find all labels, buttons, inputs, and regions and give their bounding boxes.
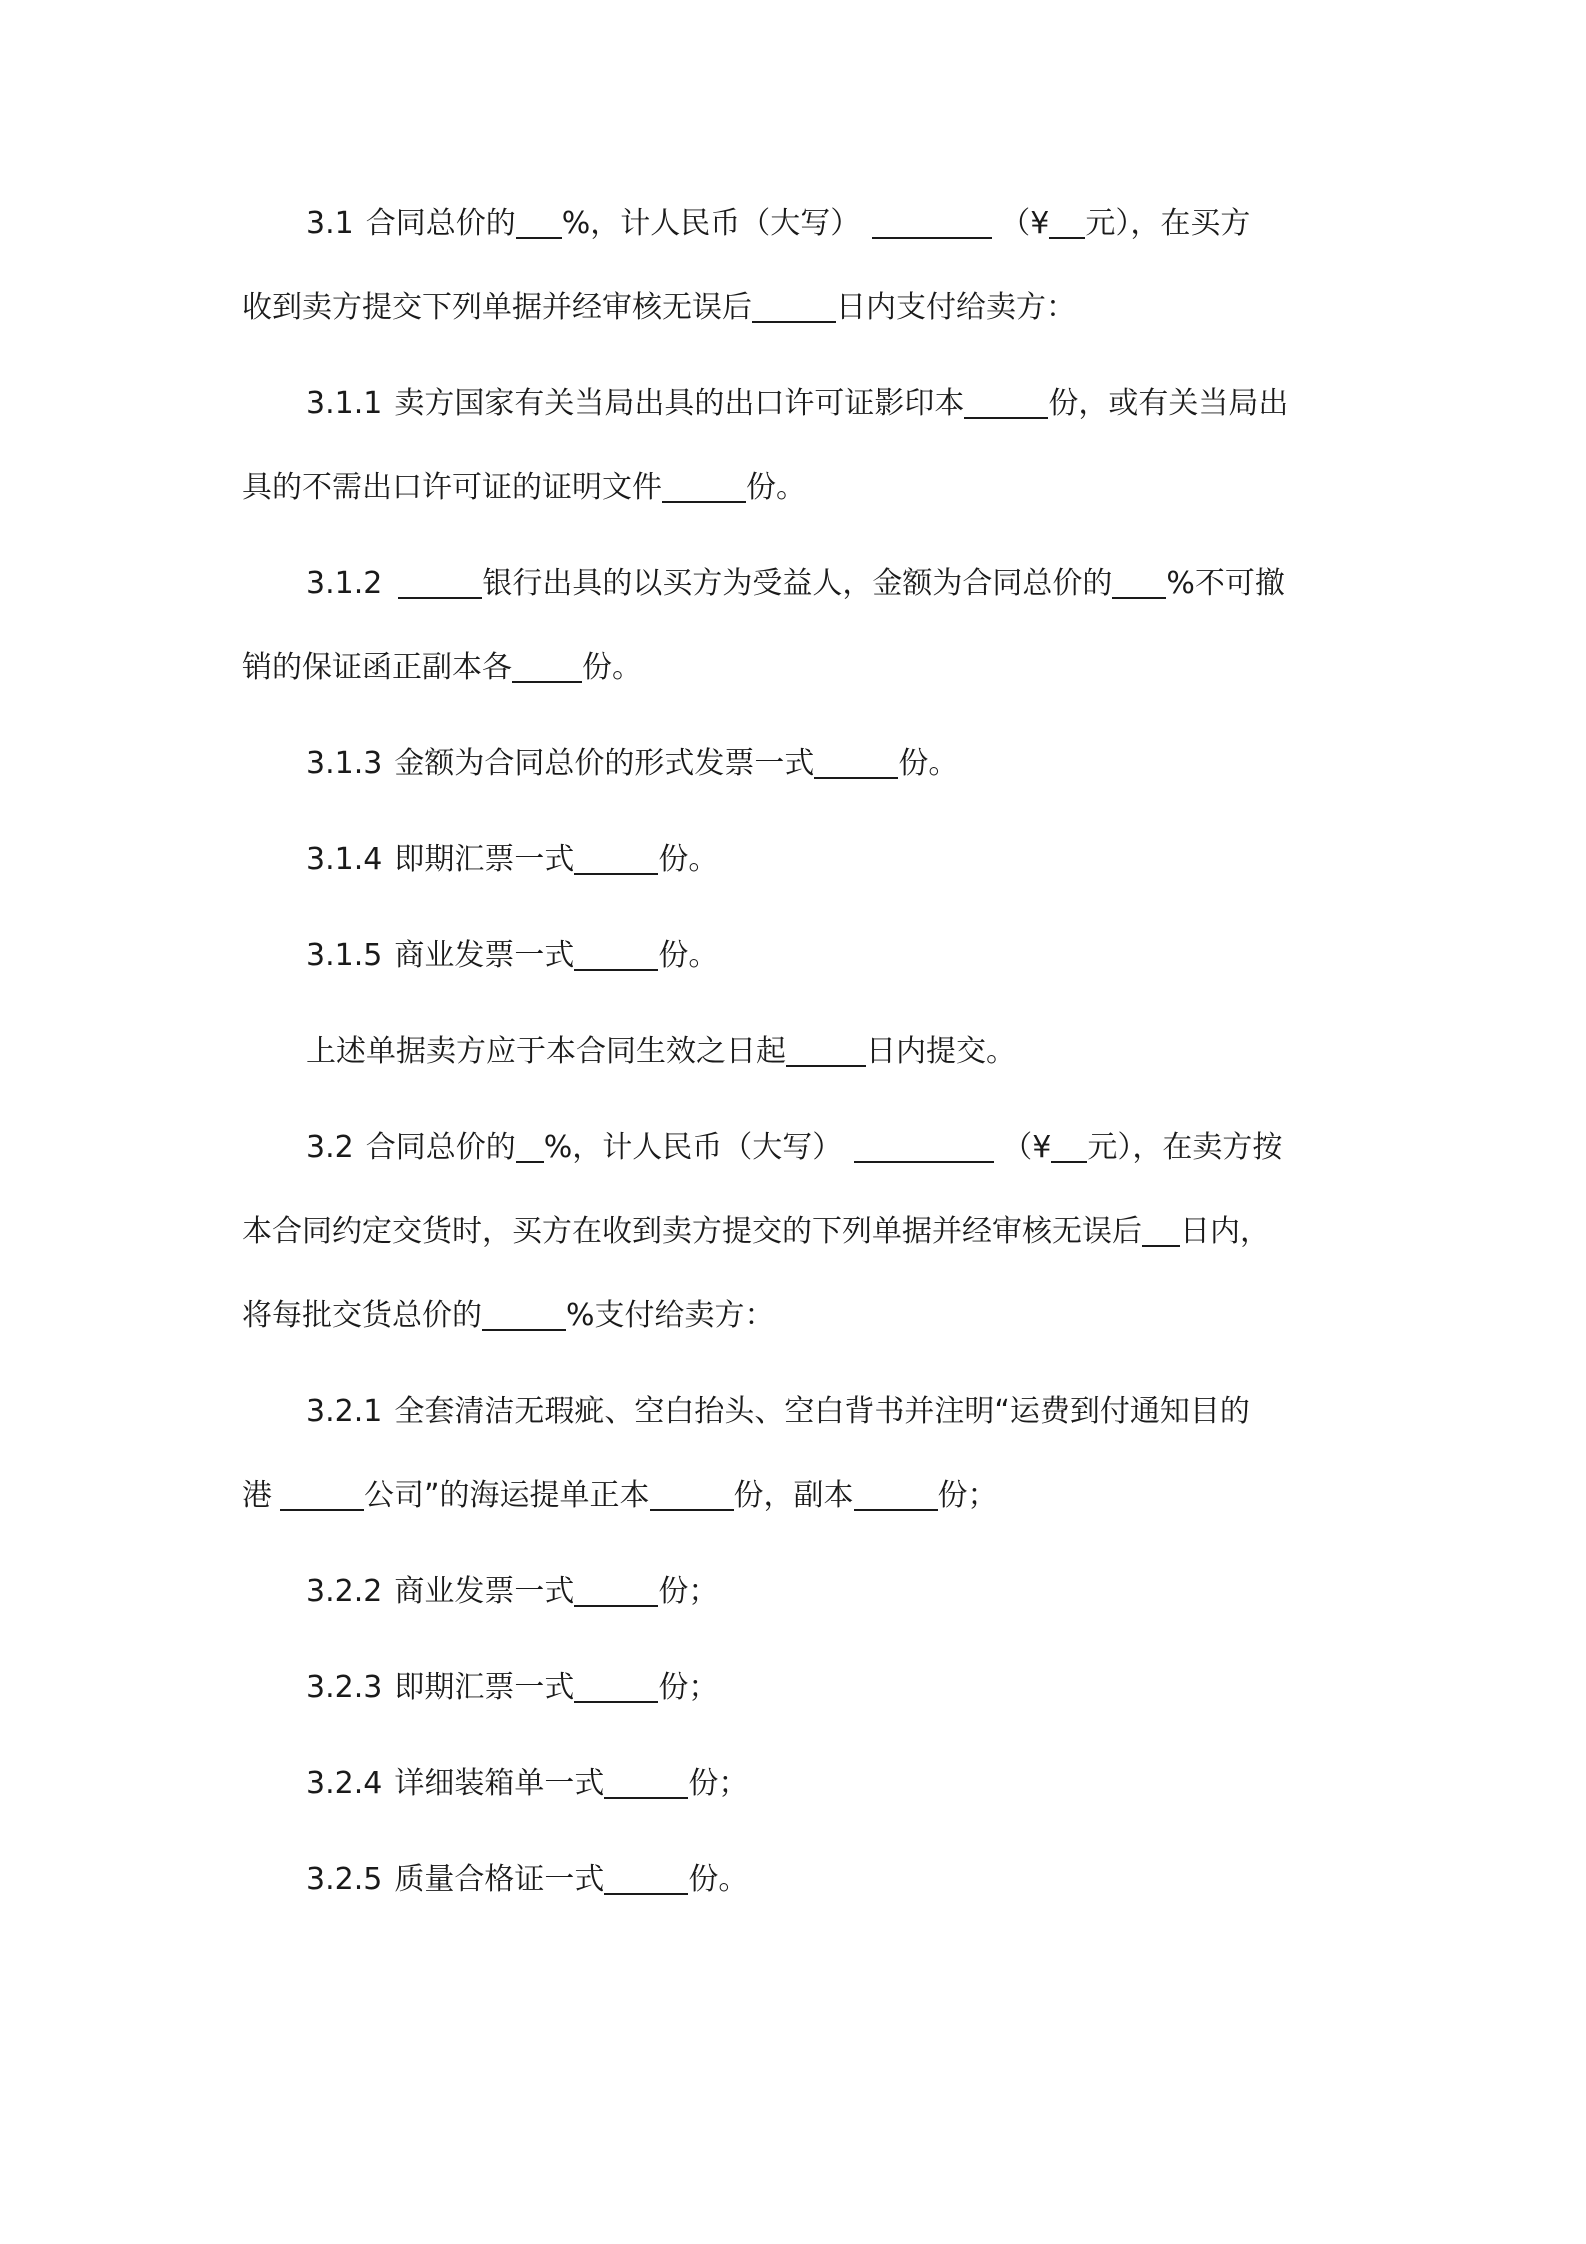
blank-copies[interactable] <box>574 1671 658 1703</box>
blank-copies[interactable] <box>574 939 658 971</box>
text: 金额为合同总价的形式发票一式 <box>394 746 815 781</box>
text: 份，或有关当局出 <box>1048 386 1289 421</box>
text: 日内， <box>1180 1214 1270 1249</box>
text: 份。 <box>688 1862 749 1897</box>
text: %，计人民币（大写） <box>543 1130 843 1165</box>
clause-number: 3.2 <box>306 1130 354 1165</box>
text: 元），在买方 <box>1085 206 1251 241</box>
text: 份。 <box>898 746 959 781</box>
text: 份，副本 <box>733 1478 854 1513</box>
text: 上述单据卖方应于本合同生效之日起 <box>306 1034 786 1069</box>
text: 份； <box>688 1766 749 1801</box>
clause-3-1-2-line-1 <box>242 560 1352 608</box>
clause-number: 3.2.4 <box>306 1766 383 1801</box>
text: 即期汇票一式 <box>394 842 575 877</box>
text: 合同总价的 <box>365 1130 516 1165</box>
clause-number: 3.1.1 <box>306 386 383 421</box>
clause-number: 3.1.2 <box>306 566 383 601</box>
clause-3-2-1-line-2 <box>242 1472 1352 1520</box>
text: 全套清洁无瑕疵、空白抬头、空白背书并注明“运费到付通知目的 <box>394 1394 1250 1429</box>
text: 份； <box>937 1478 998 1513</box>
clause-3-1-1-line-2 <box>242 464 1352 512</box>
clause-3-1-5 <box>242 932 1352 980</box>
text: 份。 <box>658 938 719 973</box>
clause-3-2-line-3 <box>242 1292 1352 1340</box>
blank-amount-words[interactable] <box>854 1131 994 1163</box>
clause-number: 3.1 <box>306 206 354 241</box>
text: 份。 <box>582 650 642 685</box>
blank-copies[interactable] <box>604 1863 688 1895</box>
blank-company[interactable] <box>280 1479 364 1511</box>
blank-copies[interactable] <box>964 387 1048 419</box>
clause-number: 3.2.2 <box>306 1574 383 1609</box>
clause-3-2-1-line-1 <box>242 1388 1352 1436</box>
text: 具的不需出口许可证的证明文件 <box>242 470 662 505</box>
blank-percent[interactable] <box>482 1299 566 1331</box>
clause-3-1-line-1 <box>242 200 1352 248</box>
blank-copies[interactable] <box>512 651 582 683</box>
text: 卖方国家有关当局出具的出口许可证影印本 <box>394 386 965 421</box>
clause-3-2-5 <box>242 1856 1352 1904</box>
blank-originals[interactable] <box>650 1479 734 1511</box>
clause-number: 3.1.5 <box>306 938 383 973</box>
clause-3-1-line-2 <box>242 284 1352 332</box>
clause-3-2-3 <box>242 1664 1352 1712</box>
text: %不可撤 <box>1166 566 1285 601</box>
blank-copies[interactable] <box>662 471 746 503</box>
text: 港 <box>242 1478 272 1513</box>
text: 日内提交。 <box>866 1034 1016 1069</box>
text: %，计人民币（大写） <box>561 206 861 241</box>
text: 银行出具的以买方为受益人，金额为合同总价的 <box>482 566 1113 601</box>
clause-3-1-1-line-1 <box>242 380 1352 428</box>
clause-number: 3.1.4 <box>306 842 383 877</box>
contract-page <box>242 200 1352 1904</box>
text: 合同总价的 <box>365 206 516 241</box>
blank-days[interactable] <box>786 1035 866 1067</box>
blank-amount-yuan[interactable] <box>1049 207 1085 239</box>
text: 公司”的海运提单正本 <box>364 1478 650 1513</box>
clause-number: 3.2.1 <box>306 1394 383 1429</box>
blank-copies[interactable] <box>814 747 898 779</box>
text: 份； <box>658 1670 719 1705</box>
blank-copies[interactable] <box>854 1479 938 1511</box>
blank-percent[interactable] <box>516 1131 544 1163</box>
blank-percent[interactable] <box>1112 567 1166 599</box>
blank-amount-yuan[interactable] <box>1051 1131 1087 1163</box>
clause-3-2-line-2 <box>242 1208 1352 1256</box>
text: %支付给卖方： <box>566 1298 775 1333</box>
text: 份。 <box>746 470 806 505</box>
clause-3-1-2-line-2 <box>242 644 1352 692</box>
text: 日内支付给卖方： <box>836 290 1076 325</box>
text: 收到卖方提交下列单据并经审核无误后 <box>242 290 752 325</box>
text: 元），在卖方按 <box>1087 1130 1283 1165</box>
blank-amount-words[interactable] <box>872 207 992 239</box>
text: 本合同约定交货时，买方在收到卖方提交的下列单据并经审核无误后 <box>242 1214 1142 1249</box>
blank-copies[interactable] <box>604 1767 688 1799</box>
clause-3-1-3 <box>242 740 1352 788</box>
text: 详细装箱单一式 <box>394 1766 605 1801</box>
text: （¥ <box>1002 1130 1052 1165</box>
text: 销的保证函正副本各 <box>242 650 512 685</box>
text: 份。 <box>658 842 719 877</box>
text: 商业发票一式 <box>394 1574 575 1609</box>
text: 份； <box>658 1574 719 1609</box>
text: 即期汇票一式 <box>394 1670 575 1705</box>
clause-3-2-2 <box>242 1568 1352 1616</box>
text: 质量合格证一式 <box>394 1862 605 1897</box>
blank-percent[interactable] <box>516 207 562 239</box>
clause-3-1-4 <box>242 836 1352 884</box>
blank-bank[interactable] <box>398 567 482 599</box>
blank-copies[interactable] <box>574 1575 658 1607</box>
text: 将每批交货总价的 <box>242 1298 482 1333</box>
clause-3-2-4 <box>242 1760 1352 1808</box>
clause-number: 3.2.5 <box>306 1862 383 1897</box>
blank-days[interactable] <box>752 291 836 323</box>
clause-number: 3.1.3 <box>306 746 383 781</box>
text: 商业发票一式 <box>394 938 575 973</box>
submission-note <box>242 1028 1352 1076</box>
clause-number: 3.2.3 <box>306 1670 383 1705</box>
text: （¥ <box>1000 206 1050 241</box>
blank-copies[interactable] <box>574 843 658 875</box>
blank-days[interactable] <box>1142 1215 1180 1247</box>
clause-3-2-line-1 <box>242 1124 1352 1172</box>
